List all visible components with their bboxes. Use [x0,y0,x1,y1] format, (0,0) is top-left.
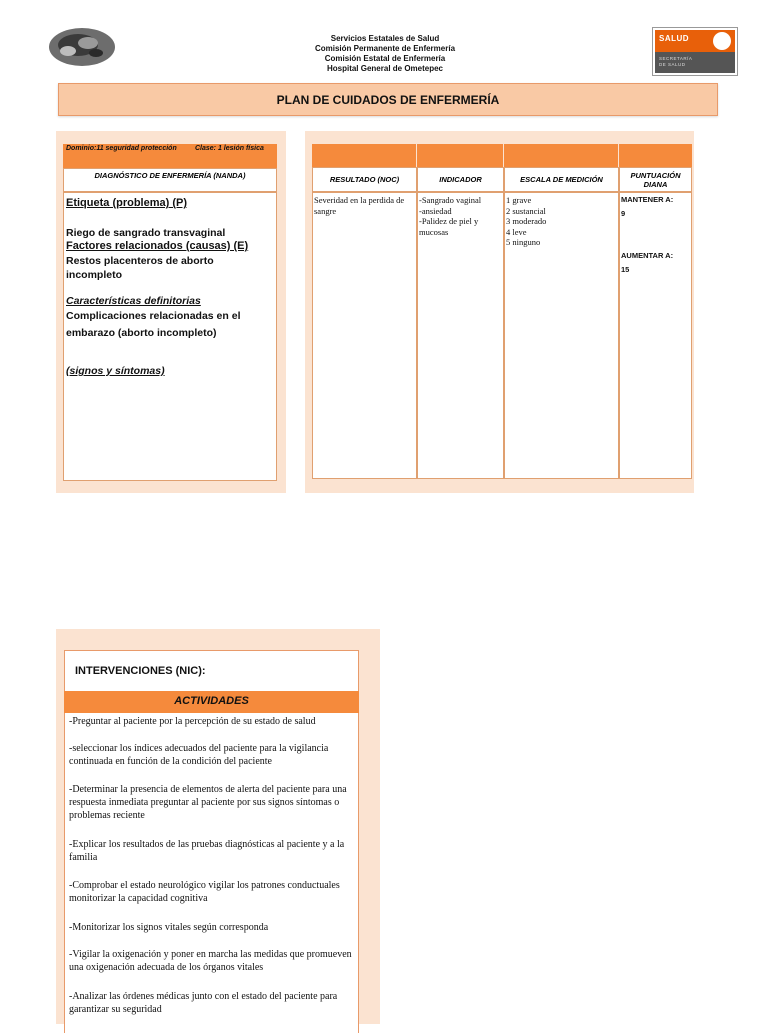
col-header-resultado: RESULTADO (NOC) [312,167,417,192]
salud-logo-sub: DE SALUD [659,61,686,67]
activity-item: -Analizar las órdenes médicas junto con el estado del paciente para garantizar su seguridad [69,991,338,1015]
nic-title: INTERVENCIONES (NIC): [75,665,206,677]
header-line: Comisión Estatal de Enfermería [324,54,446,63]
salud-logo-sub: SECRETARÍA [659,56,693,61]
activities-header-bar [64,691,359,713]
nanda-body [63,192,277,481]
escala-item: 3 moderado [506,216,547,226]
col-header-diana: PUNTUACIÓN DIANA [619,167,692,192]
salud-logo [652,27,738,76]
activity-item: -Determinar la presencia de elementos de alerta del paciente para una respuesta inmediata preguntar al paciente por sus signos síntomas o problemas reciente [69,784,347,821]
diana-cell [619,192,692,479]
header-line: Comisión Permanente de Enfermería [314,44,456,53]
activity-item: -seleccionar los índices adecuados del paciente para la vigilancia continuada en función de la condición del paciente [69,743,329,767]
header-institution-lines [230,34,540,74]
hospital-logo [48,25,116,69]
indicador-cell [417,192,504,479]
factores-label: Factores relacionados (causas) (E) [66,240,249,252]
etiqueta-label: Etiqueta (problema) (P) [66,197,188,209]
header-line: Hospital General de Ometepec [326,64,444,73]
domain-class-row [63,144,277,168]
column-divider [618,144,619,167]
aumentar-label: AUMENTAR A: [621,251,674,260]
resultado-text: Severidad en la perdida de sangre [314,195,405,216]
resultado-cell [312,192,417,479]
nanda-header: DIAGNÓSTICO DE ENFERMERÍA (NANDA) [63,168,277,192]
indicador-item: -ansiedad [419,205,452,216]
escala-item: 5 ninguno [506,237,541,247]
escala-cell [504,192,619,479]
escala-item: 2 sustancial [506,205,546,216]
activity-item: -Comprobar el estado neurológico vigilar los patrones conductuales monitorizar la capacidad cognitiva [69,880,340,904]
eagle-seal-icon [713,32,731,50]
activity-item: -Preguntar al paciente por la percepción de su estado de salud [69,716,316,727]
aumentar-value: 15 [621,265,630,274]
salud-logo-word: SALUD [659,34,690,43]
dominio-text: Dominio:11 seguridad protección [66,145,177,152]
diagnosis-panel [56,131,286,493]
header-line: Servicios Estatales de Salud [330,34,440,43]
escala-item: 1 grave [506,195,532,205]
page-title-bar [58,83,718,116]
clase-text: Clase: 1 lesión física [195,145,264,152]
page-title: PLAN DE CUIDADOS DE ENFERMERÍA [276,93,500,107]
escala-item: 4 leve [506,226,527,237]
caracteristicas-label: Características definitorias [66,295,201,307]
column-divider [416,144,417,167]
results-header-bar [312,144,692,167]
nic-header-box [64,650,359,693]
indicador-item: -Palidez de piel y mucosas [419,216,479,237]
mantener-value: 9 [621,209,626,218]
activity-item: -Explicar los resultados de las pruebas diagnósticas al paciente y a la familia [69,839,345,863]
etiqueta-value: Riego de sangrado transvaginal [66,227,226,239]
col-header-escala: ESCALA DE MEDICIÓN [504,167,619,192]
activities-list [64,713,359,1033]
activity-item: -Vigilar la oxigenación y poner en marcha las medidas que promueven una oxigenación adecuada de los órganos vitales [69,949,352,973]
signos-label: (signos y síntomas) [66,365,165,377]
results-panel [305,131,694,493]
column-divider [503,144,504,167]
indicador-item: -Sangrado vaginal [419,195,482,205]
caracteristicas-value: Complicaciones relacionadas en el embarazo (aborto incompleto) [66,310,241,339]
col-header-indicador: INDICADOR [417,167,504,192]
interventions-panel [56,629,380,1024]
activities-title: ACTIVIDADES [174,695,249,707]
factores-value: Restos placenteros de aborto incompleto [66,255,214,281]
activity-item: -Monitorizar los signos vitales según corresponda [69,922,269,933]
mantener-label: MANTENER A: [621,195,674,204]
